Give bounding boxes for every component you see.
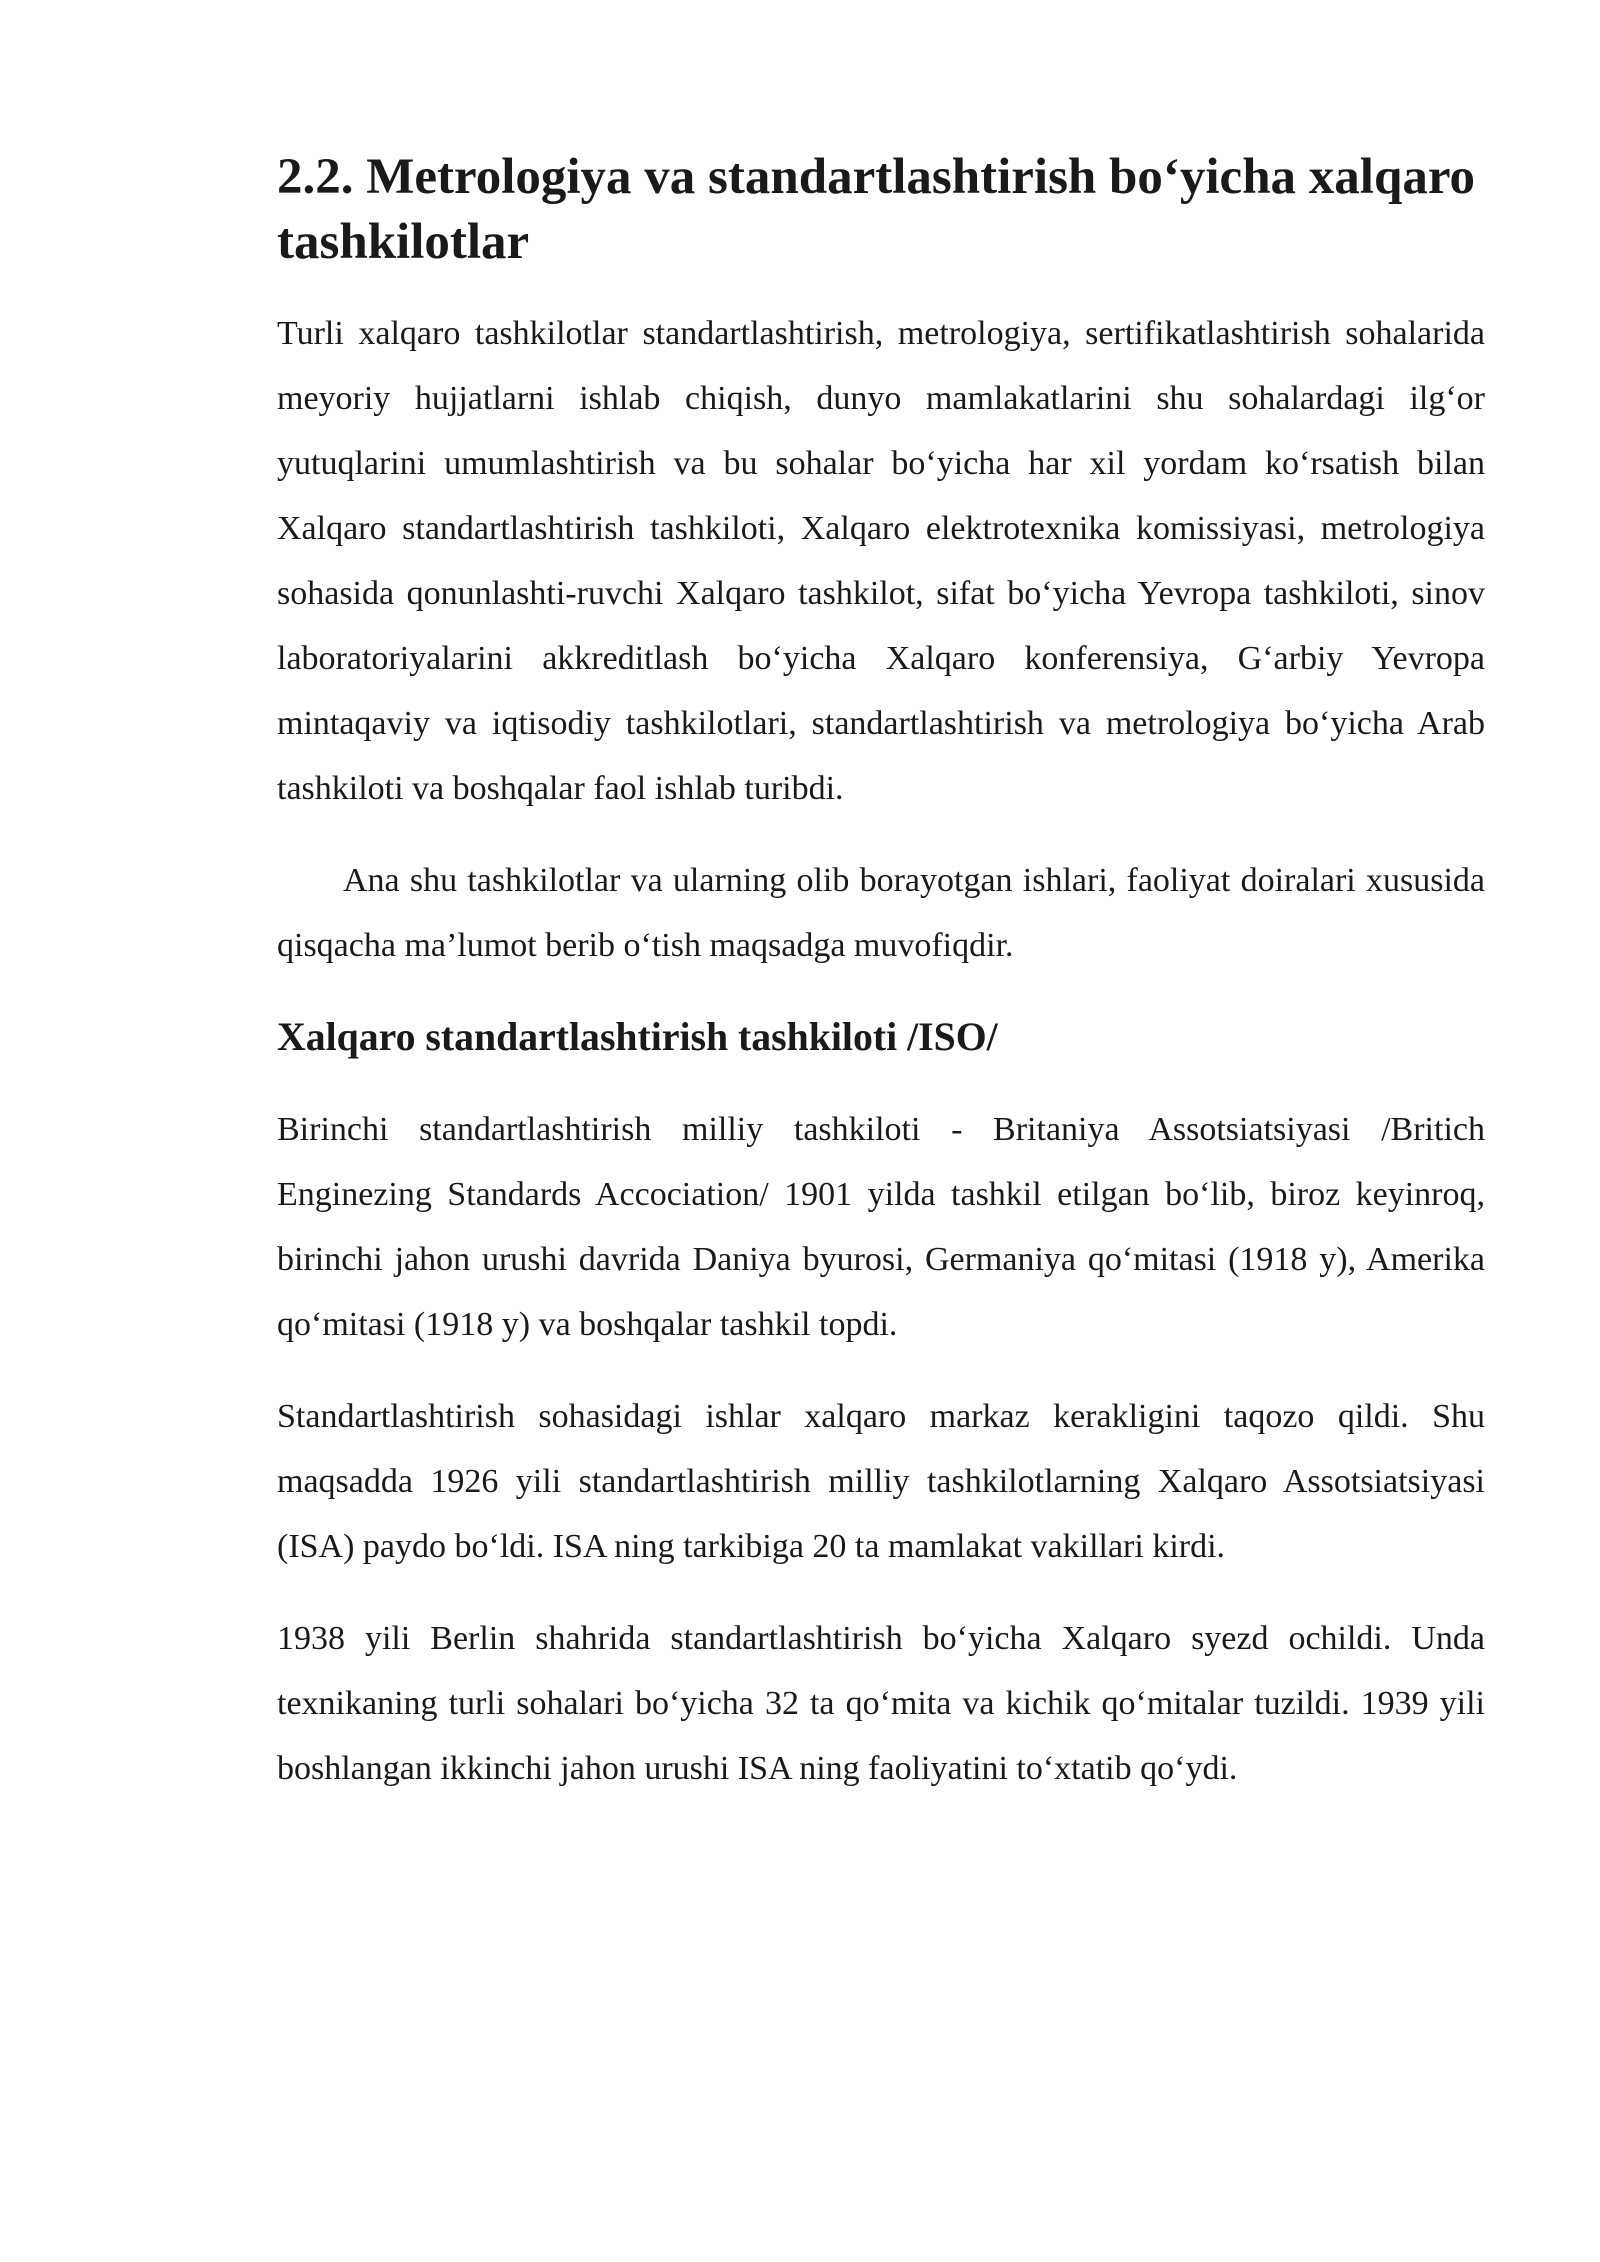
summary-paragraph: Ana shu tashkilotlar va ularning olib borayotgan ishlari, faoliyat doiralari xususida qisqacha ma’lumot berib o‘tish maqsadga muvofiqdir. bbox=[277, 862, 1485, 964]
iso-paragraph-1: Birinchi standartlashtirish milliy tashkiloti - Britaniya Assotsiatsiyasi /Britich Enginezing Standards Accociation/ 1901 yilda tashkil etilgan bo‘lib, biroz keyinroq, birinchi jahon urushi davrida Daniya byurosi, Germaniya qo‘mitasi (1918 y), Amerika qo‘mitasi (1918 y) va boshqalar tashkil topdi. bbox=[277, 1111, 1485, 1343]
section-title-line-2: tashkilotlar bbox=[277, 214, 530, 270]
iso-paragraph-3: 1938 yili Berlin shahrida standartlashtirish bo‘yicha Xalqaro syezd ochildi. Unda texnikaning turli sohalari bo‘yicha 32 ta qo‘mita va kichik qo‘mitalar tuzildi. 1939 yili boshlangan ikkinchi jahon urushi ISA ning faoliyatini to‘xtatib qo‘ydi. bbox=[277, 1620, 1485, 1787]
section-title-line-1: 2.2. Metrologiya va standartlashtirish bo‘yicha xalqaro bbox=[277, 149, 1476, 205]
iso-paragraph-2: Standartlashtirish sohasidagi ishlar xalqaro markaz kerakligini taqozo qildi. Shu maqsadda 1926 yili standartlashtirish milliy tashkilotlarning Xalqaro Assotsiatsiyasi (ISA) paydo bo‘ldi. ISA ning tarkibiga 20 ta mamlakat vakillari kirdi. bbox=[277, 1398, 1485, 1565]
intro-paragraph: Turli xalqaro tashkilotlar standartlashtirish, metrologiya, sertifikatlashtirish sohalarida meyoriy hujjatlarni ishlab chiqish, dunyo mamlakatlarini shu sohalardagi ilg‘or yutuqlarini umumlashtirish va bu sohalar bo‘yicha har xil yordam ko‘rsatish bilan Xalqaro standartlashtirish tashkiloti, Xalqaro elektrotexnika komissiyasi, metrologiya sohasida qonunlashti-ruvchi Xalqaro tashkilot, sifat bo‘yicha Yevropa tashkiloti, sinov laboratoriyalarini akkreditlash bo‘yicha Xalqaro konferensiya, G‘arbiy Yevropa mintaqaviy va iqtisodiy tashkilotlari, standartlashtirish va metrologiya bo‘yicha Arab tashkiloti va boshqalar faol ishlab turibdi. bbox=[277, 315, 1485, 807]
document-page bbox=[277, 145, 1485, 1828]
subsection-title: Xalqaro standartlashtirish tashkiloti /ISO/ bbox=[277, 1015, 998, 1059]
section-title bbox=[277, 145, 1485, 275]
